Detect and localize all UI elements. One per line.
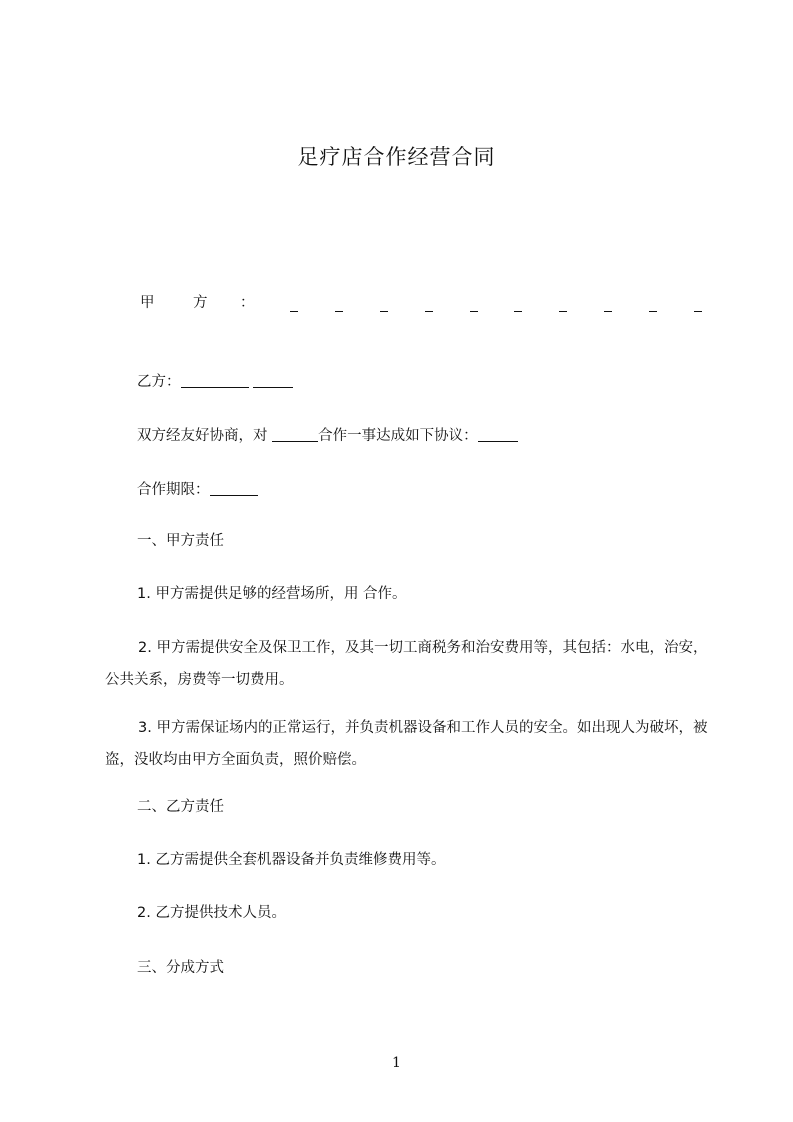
section-1-item-1: 1. 甲方需提供足够的经营场所，用 合作。	[137, 586, 407, 602]
section-2-item-2: 2. 乙方提供技术人员。	[137, 905, 286, 921]
negotiation-blank-2	[478, 425, 518, 442]
party-b-blank-1	[181, 371, 249, 388]
blank-dash	[425, 293, 433, 312]
blank-dash	[694, 293, 702, 312]
negotiation-blank-1	[272, 425, 318, 442]
party-a-label-char2: 方	[193, 295, 208, 311]
negotiation-line	[137, 425, 518, 446]
blank-dash	[604, 293, 612, 312]
blank-dash	[649, 293, 657, 312]
negotiation-text-middle: 合作一事达成如下协议：	[318, 428, 478, 444]
party-a-blank	[290, 293, 702, 312]
section-2-item-1: 1. 乙方需提供全套机器设备并负责维修费用等。	[137, 852, 446, 868]
document-title: 足疗店合作经营合同	[297, 145, 496, 169]
section-1-heading: 一、甲方责任	[137, 533, 224, 549]
blank-dash	[470, 293, 478, 312]
term-label: 合作期限：	[137, 482, 210, 498]
party-b-label: 乙方：	[137, 374, 181, 390]
term-blank	[210, 479, 258, 496]
page-number: 1	[392, 1055, 401, 1071]
blank-dash	[559, 293, 567, 312]
negotiation-text-start: 双方经友好协商，对	[137, 428, 273, 444]
party-b-blank-2	[253, 371, 293, 388]
party-a-label-char1: 甲	[140, 295, 155, 311]
section-1-item-2: 2. 甲方需提供安全及保卫工作，及其一切工商税务和治安费用等，其包括：水电，治安，公共关系，房费等一切费用。	[105, 640, 708, 688]
section-2-heading: 二、乙方责任	[137, 799, 224, 815]
blank-dash	[290, 293, 298, 312]
section-1-item-3: 3. 甲方需保证场内的正常运行，并负责机器设备和工作人员的安全。如出现人为破坏，被盗，没收均由甲方全面负责，照价赔偿。	[105, 720, 708, 768]
blank-dash	[335, 293, 343, 312]
section-3-heading: 三、分成方式	[137, 960, 224, 976]
term-line	[137, 479, 258, 500]
blank-dash	[514, 293, 522, 312]
blank-dash	[380, 293, 388, 312]
party-a-colon: ：	[240, 295, 255, 311]
party-b-line	[137, 371, 293, 392]
